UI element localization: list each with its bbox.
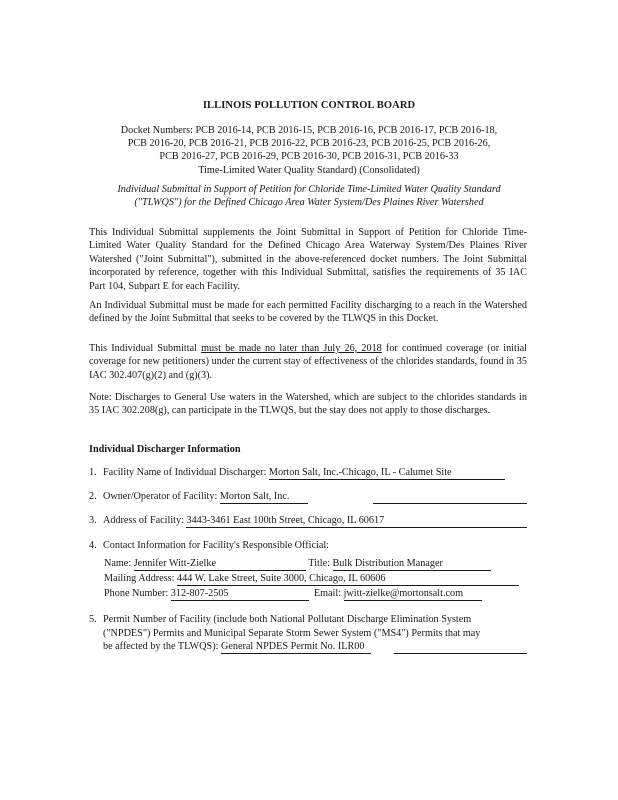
item-number: 5. [89, 614, 97, 625]
document-title: ILLINOIS POLLUTION CONTROL BOARD [202, 100, 416, 111]
item-number: 4. [89, 540, 97, 551]
facility-name-label: Facility Name of Individual Discharger: [103, 467, 267, 478]
docket-numbers [92, 124, 526, 177]
subtitle-line: Individual Submittal in Support of Petition for Chloride Time-Limited Water Quality Standard [117, 184, 501, 195]
contact-name-value[interactable]: Jennifer Witt-Zielke [134, 558, 306, 571]
facility-name-value[interactable]: Morton Salt, Inc.-Chicago, IL - Calumet Site [269, 467, 505, 480]
phone-label: Phone Number: [104, 588, 169, 599]
owner-operator-line [373, 502, 527, 504]
permit-text-line: ("NPDES") Permits and Municipal Separate Storm Sewer System ("MS4") Permits that may [103, 627, 481, 639]
phone-value[interactable]: 312-807-2505 [171, 588, 309, 601]
contact-name-label: Name: [104, 558, 132, 569]
email-label: Email: [313, 588, 342, 599]
contact-phone-row [104, 587, 482, 601]
mailing-address-label: Mailing Address: [104, 573, 175, 584]
submittal-subtitle [92, 183, 526, 209]
permit-number-value[interactable]: General NPDES Permit No. ILR00 [221, 641, 371, 654]
deadline-date: must be made no later than July 26, 2018 [201, 343, 382, 354]
contact-name-row [104, 557, 491, 571]
docket-line: PCB 2016-20, PCB 2016-21, PCB 2016-22, PCB 2016-23, PCB 2016-25, PCB 2016-26, [127, 138, 491, 150]
docket-line: PCB 2016-27, PCB 2016-29, PCB 2016-30, PCB 2016-31, PCB 2016-33 [159, 151, 459, 163]
owner-operator-label: Owner/Operator of Facility: [103, 491, 218, 502]
item-number: 1. [89, 467, 97, 478]
paragraph-note: Note: Discharges to General Use waters in the Watershed, which are subject to the chlorides standards in 35 IAC 302.208(g), can participate in the TLWQS, but the stay does not apply to those discharges. [89, 392, 527, 417]
facility-address-value[interactable]: 3443-3461 East 100th Street, Chicago, IL 60617 [186, 515, 426, 528]
item-number: 2. [89, 491, 97, 502]
section-heading: Individual Discharger Information [89, 444, 241, 455]
permit-text-line: Permit Number of Facility (include both National Pollutant Discharge Elimination System [103, 614, 472, 625]
deadline-text-end: for continued coverage (or initial coverage for new petitioners) under the current stay of effectiveness of the chlorides standards, found in 35 IAC 302.407(g)(2) and (g)(3). [89, 343, 528, 381]
paragraph-supplement: This Individual Submittal supplements the Joint Submittal in Support of Petition for Chloride Time-Limited Water Quality Standard for the Defined Chicago Area Waterway System/Des Plaines River Watershed ("Joint Submittal"), submitted in the above-referenced docket numbers. The Joint Submittal incorporated by reference, together with this Individual Submittal, satisfies the requirements of 35 IAC Part 104, Subpart E for each Facility. [89, 227, 527, 292]
docket-line: Docket Numbers: PCB 2016-14, PCB 2016-15, PCB 2016-16, PCB 2016-17, PCB 2016-18, [120, 125, 498, 136]
contact-info-label: Contact Information for Facility's Responsible Official: [103, 540, 330, 551]
item-number: 3. [89, 515, 97, 526]
contact-mailing-row [104, 572, 519, 586]
permit-label: be affected by the TLWQS): [103, 641, 219, 652]
facility-address-label: Address of Facility: [103, 515, 184, 526]
paragraph-deadline [89, 342, 527, 382]
email-value[interactable]: jwitt-zielke@mortonsalt.com [344, 588, 482, 601]
mailing-address-value[interactable]: 444 W. Lake Street, Suite 3000, Chicago, IL 60606 [177, 573, 519, 586]
contact-title-value[interactable]: Bulk Distribution Manager [333, 558, 491, 571]
paragraph-requirement: An Individual Submittal must be made for each permitted Facility discharging to a reach in the Watershed defined by the Joint Submittal that seeks to be covered by the TLWQS in this Docket. [89, 300, 527, 325]
subtitle-line: ("TLWQS") for the Defined Chicago Area Water System/Des Plaines River Watershed [134, 197, 484, 209]
permit-number-line [394, 652, 527, 654]
owner-operator-value[interactable]: Morton Salt, Inc. [220, 491, 308, 504]
facility-address-line [420, 526, 527, 528]
contact-title-label: Title: [308, 558, 330, 569]
deadline-text-start: This Individual Submittal [89, 343, 202, 354]
docket-line: Time-Limited Water Quality Standard) (Consolidated) [198, 164, 420, 176]
